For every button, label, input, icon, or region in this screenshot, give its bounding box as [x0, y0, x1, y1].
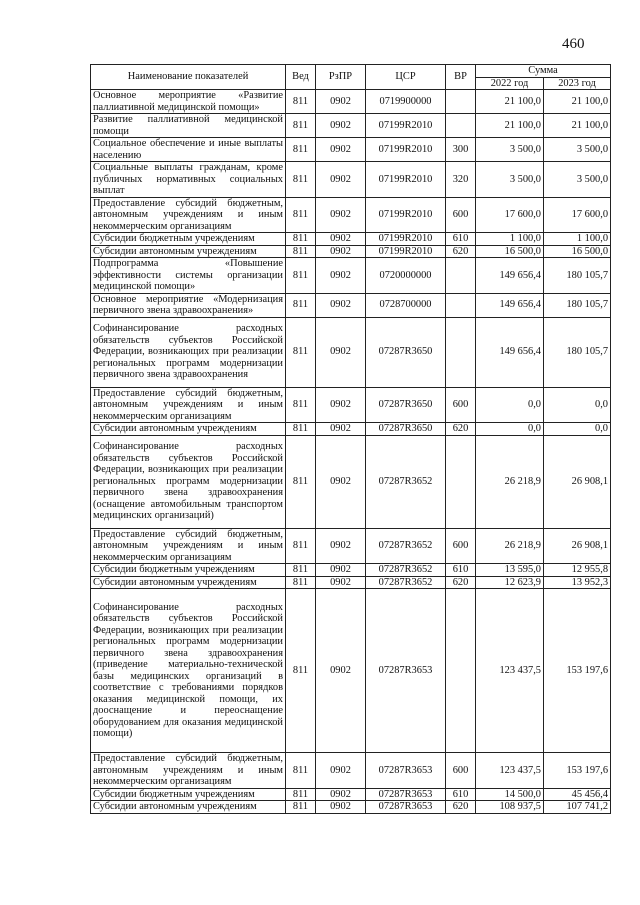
- cell-vr: 300: [446, 138, 476, 162]
- cell-name: Социальное обеспечение и иные выплаты населению: [91, 138, 286, 162]
- cell-y2023: 107 741,2: [544, 801, 611, 814]
- table-row: [91, 233, 611, 246]
- cell-name: Софинансирование расходных обязательств субъектов Российской Федерации, возникающих при реализации региональных программ модернизации первичного звена здравоохранения: [91, 317, 286, 387]
- cell-csr: 0728700000: [366, 293, 446, 317]
- cell-ved: 811: [286, 753, 316, 789]
- cell-ved: 811: [286, 576, 316, 589]
- cell-ved: 811: [286, 90, 316, 114]
- cell-ved: 811: [286, 589, 316, 753]
- cell-y2022: 149 656,4: [476, 293, 544, 317]
- cell-vr: 620: [446, 423, 476, 436]
- header-name: Наименование показателей: [91, 65, 286, 90]
- budget-table: [90, 64, 611, 814]
- table-row: [91, 801, 611, 814]
- cell-rzpr: 0902: [316, 258, 366, 294]
- cell-vr: 620: [446, 801, 476, 814]
- header-year-2022: 2022 год: [476, 77, 544, 90]
- table-header: [91, 65, 611, 90]
- cell-y2022: 149 656,4: [476, 317, 544, 387]
- cell-csr: 07287R3652: [366, 564, 446, 577]
- cell-rzpr: 0902: [316, 233, 366, 246]
- cell-name: Социальные выплаты гражданам, кроме публичных нормативных социальных выплат: [91, 162, 286, 198]
- cell-y2023: 180 105,7: [544, 293, 611, 317]
- cell-csr: 07199R2010: [366, 233, 446, 246]
- cell-ved: 811: [286, 435, 316, 528]
- cell-vr: [446, 317, 476, 387]
- cell-name: Субсидии автономным учреждениям: [91, 576, 286, 589]
- cell-rzpr: 0902: [316, 245, 366, 258]
- header-rzpr: РзПР: [316, 65, 366, 90]
- table-row: [91, 528, 611, 564]
- cell-ved: 811: [286, 528, 316, 564]
- cell-y2022: 3 500,0: [476, 138, 544, 162]
- cell-y2022: 3 500,0: [476, 162, 544, 198]
- cell-name: Развитие паллиативной медицинской помощи: [91, 114, 286, 138]
- cell-rzpr: 0902: [316, 435, 366, 528]
- cell-y2023: 180 105,7: [544, 317, 611, 387]
- cell-rzpr: 0902: [316, 753, 366, 789]
- cell-csr: 07287R3652: [366, 576, 446, 589]
- cell-rzpr: 0902: [316, 197, 366, 233]
- cell-rzpr: 0902: [316, 564, 366, 577]
- cell-y2022: 0,0: [476, 423, 544, 436]
- cell-y2022: 17 600,0: [476, 197, 544, 233]
- cell-name: Основное мероприятие «Развитие паллиативной медицинской помощи»: [91, 90, 286, 114]
- cell-y2023: 153 197,6: [544, 589, 611, 753]
- cell-ved: 811: [286, 788, 316, 801]
- table-row: [91, 435, 611, 528]
- cell-name: Подпрограмма «Повышение эффективности системы организации медицинской помощи»: [91, 258, 286, 294]
- cell-ved: 811: [286, 245, 316, 258]
- cell-ved: 811: [286, 233, 316, 246]
- cell-y2023: 180 105,7: [544, 258, 611, 294]
- table-row: [91, 589, 611, 753]
- page-number: 460: [562, 36, 585, 52]
- cell-name: Субсидии автономным учреждениям: [91, 423, 286, 436]
- cell-csr: 07287R3653: [366, 753, 446, 789]
- cell-csr: 07287R3653: [366, 801, 446, 814]
- cell-csr: 07287R3652: [366, 528, 446, 564]
- cell-vr: [446, 258, 476, 294]
- table-row: [91, 90, 611, 114]
- cell-y2022: 1 100,0: [476, 233, 544, 246]
- cell-csr: 07287R3653: [366, 589, 446, 753]
- cell-ved: 811: [286, 138, 316, 162]
- cell-y2022: 0,0: [476, 387, 544, 423]
- cell-vr: [446, 114, 476, 138]
- cell-y2023: 3 500,0: [544, 162, 611, 198]
- cell-vr: 610: [446, 564, 476, 577]
- cell-y2022: 123 437,5: [476, 589, 544, 753]
- cell-csr: 07199R2010: [366, 162, 446, 198]
- cell-name: Предоставление субсидий бюджетным, автономным учреждениям и иным некоммерческим организациям: [91, 528, 286, 564]
- cell-y2022: 14 500,0: [476, 788, 544, 801]
- cell-y2023: 26 908,1: [544, 528, 611, 564]
- cell-vr: [446, 589, 476, 753]
- cell-vr: [446, 435, 476, 528]
- cell-y2023: 17 600,0: [544, 197, 611, 233]
- table-row: [91, 387, 611, 423]
- cell-csr: 07287R3652: [366, 435, 446, 528]
- cell-rzpr: 0902: [316, 528, 366, 564]
- cell-vr: 610: [446, 233, 476, 246]
- table-body: [91, 90, 611, 814]
- cell-name: Субсидии бюджетным учреждениям: [91, 564, 286, 577]
- cell-y2023: 45 456,4: [544, 788, 611, 801]
- cell-rzpr: 0902: [316, 138, 366, 162]
- cell-ved: 811: [286, 801, 316, 814]
- cell-y2022: 16 500,0: [476, 245, 544, 258]
- cell-rzpr: 0902: [316, 589, 366, 753]
- cell-y2022: 123 437,5: [476, 753, 544, 789]
- cell-vr: 620: [446, 245, 476, 258]
- table-row: [91, 423, 611, 436]
- cell-rzpr: 0902: [316, 576, 366, 589]
- cell-y2022: 26 218,9: [476, 528, 544, 564]
- cell-name: Субсидии автономным учреждениям: [91, 245, 286, 258]
- cell-vr: [446, 90, 476, 114]
- cell-name: Субсидии бюджетным учреждениям: [91, 788, 286, 801]
- table-row: [91, 197, 611, 233]
- cell-ved: 811: [286, 114, 316, 138]
- table-row: [91, 576, 611, 589]
- table-row: [91, 293, 611, 317]
- cell-vr: 600: [446, 753, 476, 789]
- cell-vr: 600: [446, 528, 476, 564]
- cell-rzpr: 0902: [316, 114, 366, 138]
- table-row: [91, 162, 611, 198]
- cell-rzpr: 0902: [316, 293, 366, 317]
- table-row: [91, 788, 611, 801]
- cell-y2022: 21 100,0: [476, 114, 544, 138]
- cell-y2022: 21 100,0: [476, 90, 544, 114]
- header-sum: Сумма: [476, 65, 611, 78]
- cell-y2023: 21 100,0: [544, 114, 611, 138]
- table-row: [91, 753, 611, 789]
- cell-y2023: 0,0: [544, 387, 611, 423]
- header-year-2023: 2023 год: [544, 77, 611, 90]
- cell-name: Предоставление субсидий бюджетным, автономным учреждениям и иным некоммерческим организациям: [91, 753, 286, 789]
- cell-y2022: 12 623,9: [476, 576, 544, 589]
- cell-csr: 07199R2010: [366, 245, 446, 258]
- cell-rzpr: 0902: [316, 801, 366, 814]
- cell-ved: 811: [286, 564, 316, 577]
- cell-vr: 610: [446, 788, 476, 801]
- cell-rzpr: 0902: [316, 423, 366, 436]
- cell-name: Субсидии автономным учреждениям: [91, 801, 286, 814]
- table-row: [91, 245, 611, 258]
- cell-vr: 600: [446, 197, 476, 233]
- cell-name: Предоставление субсидий бюджетным, автономным учреждениям и иным некоммерческим организациям: [91, 387, 286, 423]
- cell-ved: 811: [286, 258, 316, 294]
- cell-y2022: 26 218,9: [476, 435, 544, 528]
- cell-vr: 600: [446, 387, 476, 423]
- cell-y2023: 3 500,0: [544, 138, 611, 162]
- cell-csr: 07287R3650: [366, 387, 446, 423]
- cell-ved: 811: [286, 197, 316, 233]
- cell-rzpr: 0902: [316, 90, 366, 114]
- header-csr: ЦСР: [366, 65, 446, 90]
- cell-name: Субсидии бюджетным учреждениям: [91, 233, 286, 246]
- cell-csr: 07199R2010: [366, 138, 446, 162]
- cell-csr: 07199R2010: [366, 197, 446, 233]
- cell-y2023: 153 197,6: [544, 753, 611, 789]
- table-row: [91, 114, 611, 138]
- cell-y2023: 26 908,1: [544, 435, 611, 528]
- cell-csr: 0720000000: [366, 258, 446, 294]
- cell-vr: [446, 293, 476, 317]
- cell-csr: 07287R3653: [366, 788, 446, 801]
- header-vr: ВР: [446, 65, 476, 90]
- cell-ved: 811: [286, 293, 316, 317]
- table-row: [91, 564, 611, 577]
- table-row: [91, 317, 611, 387]
- cell-y2023: 21 100,0: [544, 90, 611, 114]
- cell-ved: 811: [286, 162, 316, 198]
- cell-rzpr: 0902: [316, 788, 366, 801]
- cell-name: Предоставление субсидий бюджетным, автономным учреждениям и иным некоммерческим организациям: [91, 197, 286, 233]
- cell-y2022: 149 656,4: [476, 258, 544, 294]
- cell-rzpr: 0902: [316, 317, 366, 387]
- cell-ved: 811: [286, 423, 316, 436]
- cell-ved: 811: [286, 387, 316, 423]
- cell-vr: 620: [446, 576, 476, 589]
- cell-vr: 320: [446, 162, 476, 198]
- cell-csr: 07287R3650: [366, 423, 446, 436]
- cell-y2023: 0,0: [544, 423, 611, 436]
- header-ved: Вед: [286, 65, 316, 90]
- cell-csr: 07199R2010: [366, 114, 446, 138]
- cell-csr: 0719900000: [366, 90, 446, 114]
- cell-rzpr: 0902: [316, 162, 366, 198]
- cell-name: Основное мероприятие «Модернизация первичного звена здравоохранения»: [91, 293, 286, 317]
- cell-y2022: 108 937,5: [476, 801, 544, 814]
- cell-y2023: 1 100,0: [544, 233, 611, 246]
- cell-name: Софинансирование расходных обязательств субъектов Российской Федерации, возникающих при реализации региональных программ модернизации первичного звена здравоохранения (приведение материально-технической базы медицинских организаций в соответствие с требованиями порядков оказания медицинской помощи, их дооснащение и переоснащение оборудованием для оказания медицинской помощи): [91, 589, 286, 753]
- cell-y2022: 13 595,0: [476, 564, 544, 577]
- cell-name: Софинансирование расходных обязательств субъектов Российской Федерации, возникающих при реализации региональных программ модернизации первичного звена здравоохранения (оснащение автомобильным транспортом медицинских организаций): [91, 435, 286, 528]
- cell-csr: 07287R3650: [366, 317, 446, 387]
- table-row: [91, 138, 611, 162]
- cell-rzpr: 0902: [316, 387, 366, 423]
- cell-y2023: 16 500,0: [544, 245, 611, 258]
- cell-y2023: 12 955,8: [544, 564, 611, 577]
- table-row: [91, 258, 611, 294]
- cell-y2023: 13 952,3: [544, 576, 611, 589]
- cell-ved: 811: [286, 317, 316, 387]
